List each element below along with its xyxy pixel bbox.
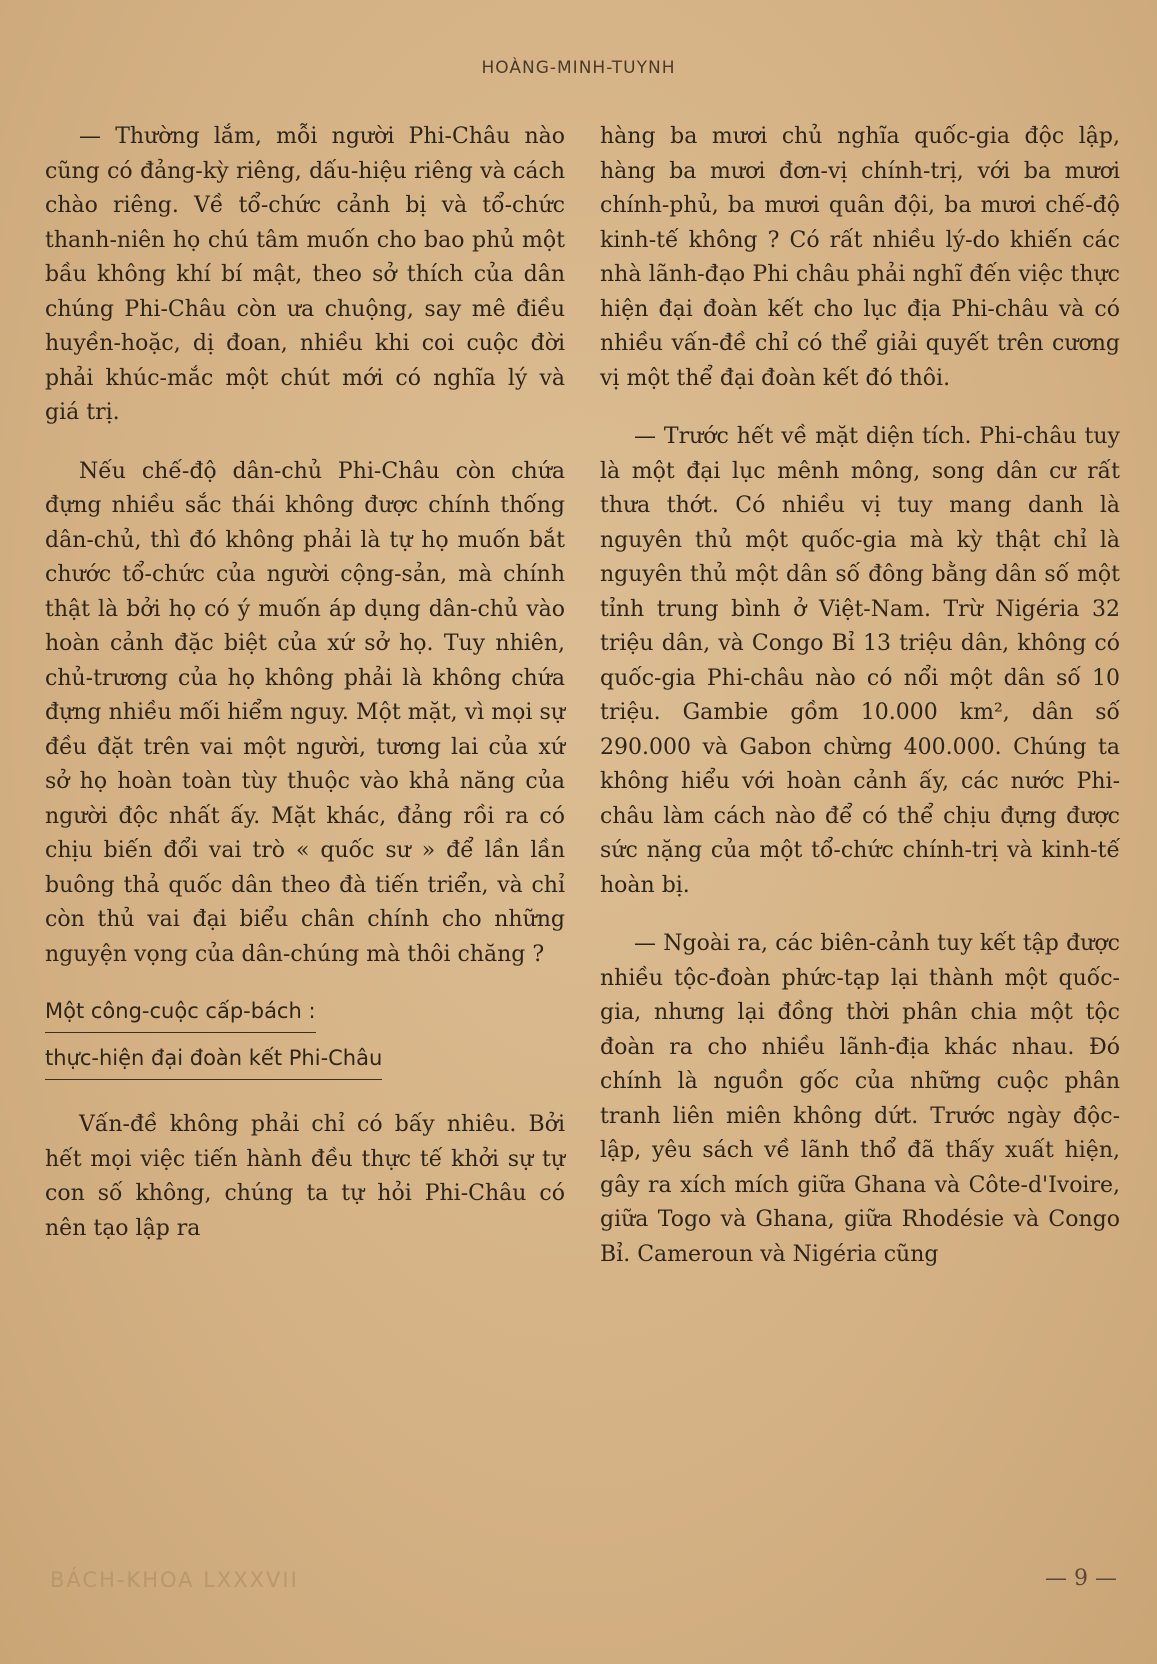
- paragraph: — Ngoài ra, các biên-cảnh tuy kết tập được nhiều tộc-đoàn phức-tạp lại thành một quốc-gia, nhưng lại đồng thời phân chia một tộc đoàn ra cho nhiều lãnh-địa khác nhau. Đó chính là nguồn gốc của những cuộc phân tranh liên miên không dứt. Trước ngày độc-lập, yêu sách về lãnh thổ đã thấy xuất hiện, gây ra xích mích giữa Ghana và Côte-d'Ivoire, giữa Togo và Ghana, giữa Rhodésie và Congo Bỉ. Cameroun và Nigéria cũng: [600, 931, 1120, 1267]
- section-heading: [45, 996, 565, 1090]
- paragraph: Nếu chế-độ dân-chủ Phi-Châu còn chứa đựng nhiều sắc thái không được chính thống dân-chủ, thì đó không phải là tự họ muốn bắt chước tổ-chức của người cộng-sản, mà chính thật là bởi họ có ý muốn áp dụng dân-chủ vào hoàn cảnh đặc biệt của xứ sở họ. Tuy nhiên, chủ-trương của họ không phải là không chứa đựng nhiều mối hiểm nguy. Một mặt, vì mọi sự đều đặt trên vai một người, tương lai của xứ sở họ hoàn toàn tùy thuộc vào khả năng của người độc nhất ấy. Mặt khác, đảng rồi ra có chịu biến đổi vai trò « quốc sư » để lần lần buông thả quốc dân theo đà tiến triển, và chỉ còn thủ vai đại biểu chân chính cho những nguyện vọng của dân-chúng mà thôi chăng ?: [45, 458, 565, 967]
- running-header: HOÀNG-MINH-TUYNH: [481, 58, 676, 78]
- footer-magazine-title: BÁCH-KHOA LXXXVII: [50, 1568, 299, 1592]
- left-column: [45, 120, 565, 1270]
- paragraph: hàng ba mươi chủ nghĩa quốc-gia độc lập, hàng ba mươi đơn-vị chính-trị, với ba mươi chính-phủ, ba mươi quân đội, ba mươi chế-độ kinh-tế không ? Có rất nhiều lý-do khiến các nhà lãnh-đạo Phi châu phải nghĩ đến việc thực hiện đại đoàn kết cho lục địa Phi-châu và có nhiều vấn-đề chỉ có thể giải quyết trên cương vị một thể đại đoàn kết đó thôi.: [600, 124, 1120, 391]
- section-heading-line: thực-hiện đại đoàn kết Phi-Châu: [45, 1043, 382, 1080]
- section-heading-line: Một công-cuộc cấp-bách :: [45, 996, 316, 1033]
- page-number: — 9 —: [1045, 1566, 1117, 1591]
- right-column: [600, 120, 1120, 1296]
- paragraph: Vấn-đề không phải chỉ có bấy nhiêu. Bởi hết mọi việc tiến hành đều thực tế khởi sự tự con số không, chúng ta tự hỏi Phi-Châu có nên tạo lập ra: [45, 1112, 565, 1241]
- paragraph: — Thường lắm, mỗi người Phi-Châu nào cũng có đảng-kỳ riêng, dấu-hiệu riêng và cách chào riêng. Về tổ-chức cảnh bị và tổ-chức thanh-niên họ chú tâm muốn cho bao phủ một bầu không khí bí mật, theo sở thích của dân chúng Phi-Châu còn ưa chuộng, say mê điều huyền-hoặc, dị đoan, nhiều khi coi cuộc đời phải khúc-mắc một chút mới có nghĩa lý và giá trị.: [45, 124, 565, 425]
- paragraph: — Trước hết về mặt diện tích. Phi-châu tuy là một đại lục mênh mông, song dân cư rất thưa thớt. Có nhiều vị tuy mang danh là nguyên thủ một quốc-gia mà kỳ thật chỉ là nguyên thủ một dân số đông bằng dân số một tỉnh trung bình ở Việt-Nam. Trừ Nigéria 32 triệu dân, và Congo Bỉ 13 triệu dân, không có quốc-gia Phi-châu nào có nổi một dân số 10 triệu. Gambie gồm 10.000 km², dân số 290.000 và Gabon chừng 400.000. Chúng ta không hiểu với hoàn cảnh ấy, các nước Phi-châu làm cách nào để có thể chịu đựng được sức nặng của một tổ-chức chính-trị và kinh-tế hoàn bị.: [600, 424, 1120, 898]
